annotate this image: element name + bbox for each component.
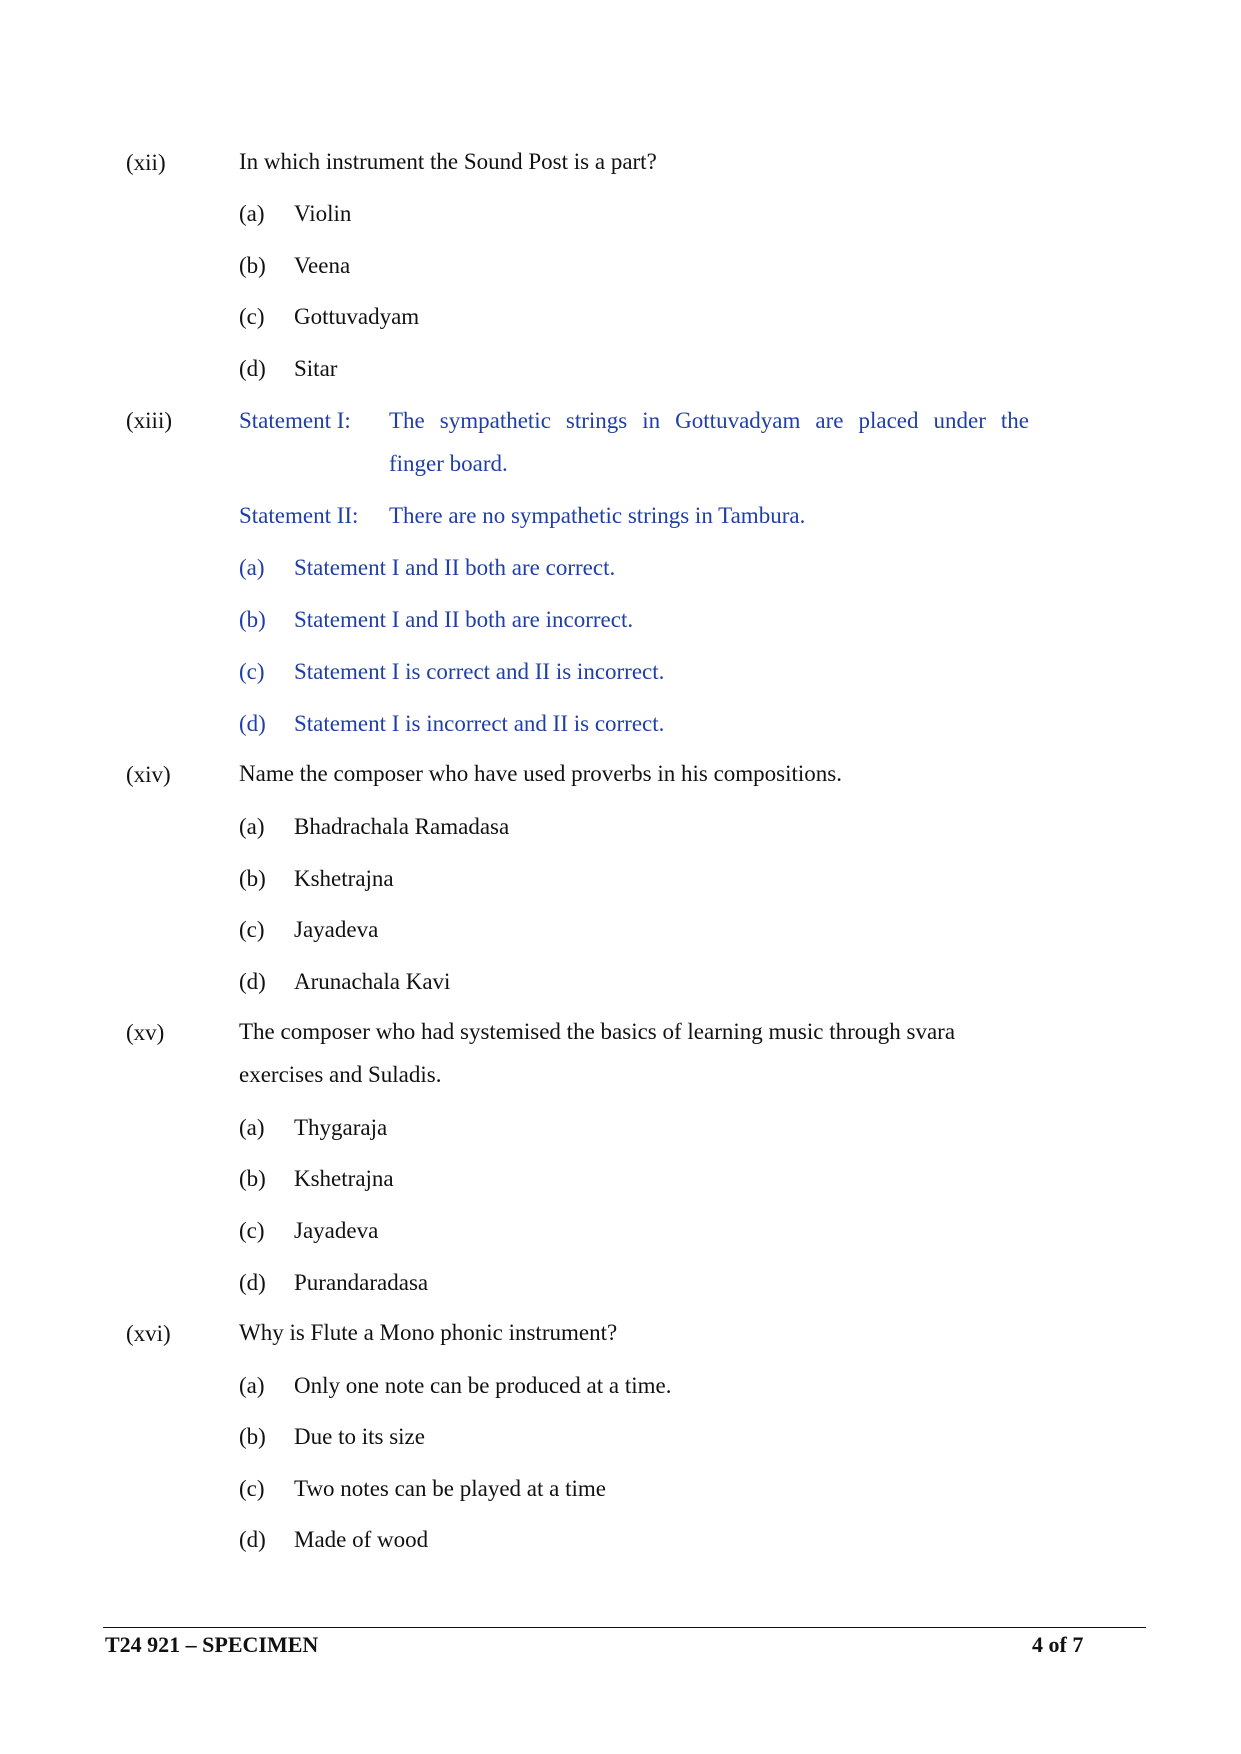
option-text: Due to its size: [294, 1424, 425, 1449]
option-label: (d): [239, 969, 266, 994]
option-label: (b): [239, 1166, 266, 1191]
option-text: Veena: [294, 253, 351, 278]
question-text: In which instrument the Sound Post is a part?: [239, 149, 657, 174]
question-number: (xv): [126, 1020, 165, 1045]
option-text: Two notes can be played at a time: [294, 1476, 606, 1501]
option-label: (a): [239, 1115, 265, 1140]
statement-text: The sympathetic strings in Gottuvadyam are placed under the: [389, 408, 1029, 433]
option-text: Made of wood: [294, 1527, 429, 1552]
option-label: (a): [239, 814, 265, 839]
option-label: (a): [239, 1373, 265, 1398]
question-text-continued: exercises and Suladis.: [239, 1062, 442, 1087]
option-text: Arunachala Kavi: [294, 969, 451, 994]
option-label: (b): [239, 1424, 266, 1449]
option-text: Kshetrajna: [294, 866, 394, 891]
option-text: Jayadeva: [294, 1218, 379, 1243]
option-label: (c): [239, 304, 265, 329]
statement-label: Statement II:: [239, 503, 359, 528]
option-text: Sitar: [294, 356, 338, 381]
option-text: Only one note can be produced at a time.: [294, 1373, 672, 1398]
statement-text-continued: finger board.: [389, 451, 508, 476]
option-label: (d): [239, 356, 266, 381]
option-text: Violin: [294, 201, 352, 226]
question-number: (xvi): [126, 1321, 171, 1346]
footer-divider: [103, 1627, 1146, 1628]
question-text: Name the composer who have used proverbs in his compositions.: [239, 761, 842, 786]
option-text: Bhadrachala Ramadasa: [294, 814, 510, 839]
option-text: Gottuvadyam: [294, 304, 420, 329]
option-label: (a): [239, 201, 265, 226]
question-number: (xiii): [126, 408, 172, 433]
option-text: Jayadeva: [294, 917, 379, 942]
option-text: Purandaradasa: [294, 1270, 429, 1295]
option-label: (b): [239, 253, 266, 278]
question-number: (xiv): [126, 762, 171, 787]
option-label: (c): [239, 1476, 265, 1501]
option-label: (d): [239, 1270, 266, 1295]
option-label: (b): [239, 866, 266, 891]
option-label: (b): [239, 607, 266, 632]
question-text: The composer who had systemised the basics of learning music through svara: [239, 1019, 956, 1044]
option-label: (c): [239, 917, 265, 942]
option-label: (a): [239, 555, 265, 580]
option-text: Thygaraja: [294, 1115, 388, 1140]
page-number: 4 of 7: [1032, 1632, 1084, 1657]
question-text: Why is Flute a Mono phonic instrument?: [239, 1320, 618, 1345]
statement-text: There are no sympathetic strings in Tambura.: [389, 503, 806, 528]
option-text: Statement I and II both are correct.: [294, 555, 616, 580]
question-number: (xii): [126, 150, 166, 175]
option-label: (d): [239, 1527, 266, 1552]
option-label: (c): [239, 659, 265, 684]
statement-label: Statement I:: [239, 408, 351, 433]
option-label: (d): [239, 711, 266, 736]
option-text: Statement I and II both are incorrect.: [294, 607, 634, 632]
option-text: Statement I is incorrect and II is correct.: [294, 711, 665, 736]
option-text: Kshetrajna: [294, 1166, 394, 1191]
option-text: Statement I is correct and II is incorrect.: [294, 659, 665, 684]
option-label: (c): [239, 1218, 265, 1243]
paper-code: T24 921 – SPECIMEN: [105, 1632, 319, 1657]
